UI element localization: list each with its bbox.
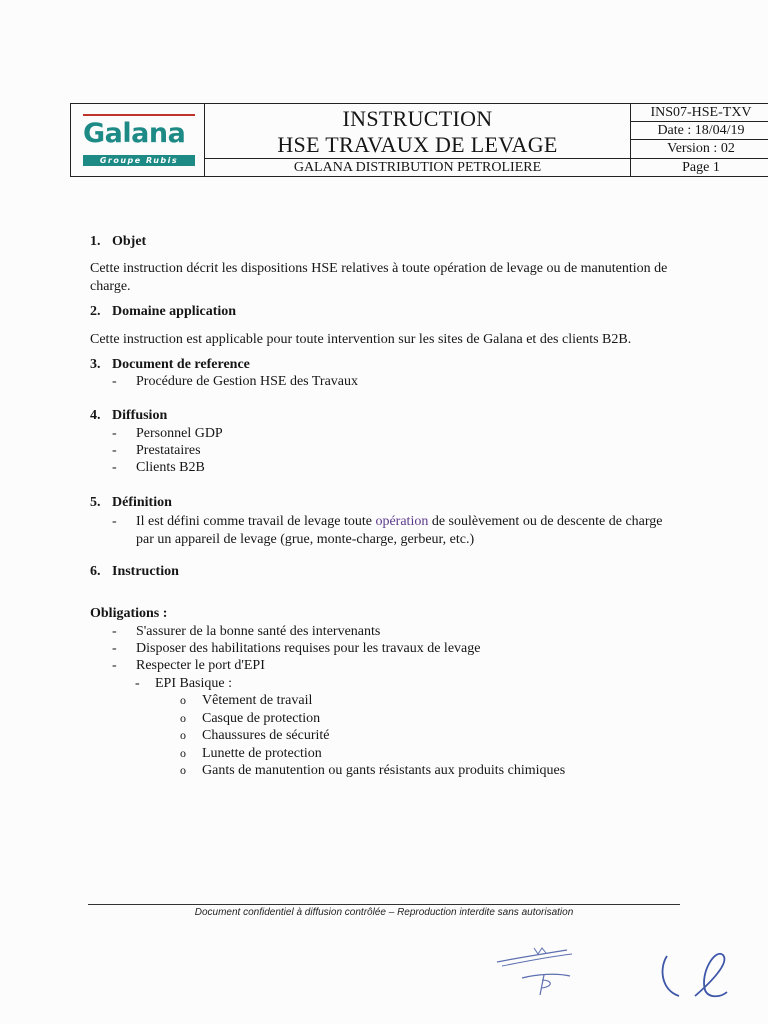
section-title: Définition (112, 495, 172, 510)
epi-subheading (135, 675, 232, 693)
document-header (70, 103, 752, 177)
list-item (112, 459, 672, 477)
section-number: 3. (90, 357, 101, 372)
doc-date: Date : 18/04/19 (657, 123, 745, 138)
logo-tagline: Groupe Rubis (83, 155, 195, 166)
section-heading-domaine (90, 303, 236, 321)
epi-item (180, 762, 565, 780)
section-number: 6. (90, 564, 101, 579)
dash-bullet: - (112, 624, 117, 639)
epi-item-text: Casque de protection (202, 711, 321, 726)
epi-item-text: Vêtement de travail (202, 693, 313, 708)
circle-bullet: o (180, 711, 186, 725)
list-item-text: S'assurer de la bonne santé des intervenants (136, 624, 381, 639)
list-item-text: Procédure de Gestion HSE des Travaux (136, 374, 359, 389)
circle-bullet: o (180, 693, 186, 707)
section-title: Objet (112, 234, 147, 249)
list-item (112, 657, 672, 675)
section-number: 4. (90, 408, 101, 423)
dash-bullet: - (112, 426, 117, 441)
list-item (112, 425, 672, 443)
section-title: Document de reference (112, 357, 250, 372)
epi-label: EPI Basique : (155, 676, 232, 691)
section-heading-definition (90, 494, 172, 512)
list-item (112, 623, 672, 641)
epi-item (180, 745, 322, 763)
doc-title-line1: INSTRUCTION (342, 106, 493, 131)
dash-bullet: - (112, 460, 117, 475)
subtitle-cell (204, 158, 631, 177)
epi-item (180, 692, 312, 710)
doc-title-line2: HSE TRAVAUX DE LEVAGE (277, 132, 558, 157)
circle-bullet: o (180, 728, 186, 742)
dash-bullet: - (112, 658, 117, 673)
signature-initials-2 (655, 948, 740, 1008)
page-number: Page 1 (682, 160, 720, 175)
circle-bullet: o (180, 746, 186, 760)
dash-bullet: - (135, 676, 140, 691)
ref-cell (630, 103, 768, 122)
page-cell (630, 158, 768, 177)
section-heading-diffusion (90, 407, 167, 425)
epi-item-text: Gants de manutention ou gants résistants aux produits chimiques (202, 763, 566, 778)
section-heading-objet (90, 233, 146, 251)
doc-reference: INS07-HSE-TXV (650, 105, 752, 120)
list-item-text: Prestataires (136, 443, 201, 458)
footer-confidentiality-note: Document confidentiel à diffusion contrôlée – Reproduction interdite sans autorisation (194, 907, 574, 918)
epi-item-text: Chaussures de sécurité (202, 728, 330, 743)
definition-text-start: Il est défini comme travail de levage toute (136, 514, 376, 529)
doc-subtitle: GALANA DISTRIBUTION PETROLIERE (293, 160, 542, 175)
list-item (112, 640, 672, 658)
list-item-text: Clients B2B (136, 460, 205, 475)
list-item (112, 373, 672, 391)
dash-bullet: - (112, 514, 117, 529)
section-number: 2. (90, 304, 101, 319)
dash-bullet: - (112, 374, 117, 389)
doc-version: Version : 02 (667, 141, 735, 156)
circle-bullet: o (180, 763, 186, 777)
definition-highlight: opération (375, 514, 429, 529)
list-item (112, 513, 672, 548)
section-title: Instruction (112, 564, 179, 579)
definition-text-end: de soulèvement ou de descente de charge par un appareil de levage (grue, monte-charge, gerbeur, etc.) (136, 514, 663, 547)
section-heading-reference (90, 356, 250, 374)
section-number: 5. (90, 495, 101, 510)
epi-item-text: Lunette de protection (202, 746, 322, 761)
galana-logo: Galana (83, 118, 186, 149)
footer-divider (88, 904, 680, 905)
version-cell (630, 139, 768, 159)
dash-bullet: - (112, 641, 117, 656)
section-text-objet: Cette instruction décrit les dispositions HSE relatives à toute opération de levage ou de manutention de charge. (90, 261, 668, 294)
signature-initials-1 (492, 940, 582, 1000)
list-item (112, 442, 672, 460)
section-text-domaine: Cette instruction est applicable pour toute intervention sur les sites de Galana et des clients B2B. (90, 332, 632, 347)
dash-bullet: - (112, 443, 117, 458)
section-title: Domaine application (112, 304, 237, 319)
list-item-text: Personnel GDP (136, 426, 223, 441)
section-heading-instruction (90, 563, 179, 581)
title-cell (204, 103, 631, 159)
section-title: Diffusion (112, 408, 168, 423)
list-item-text: Respecter le port d'EPI (136, 658, 265, 673)
date-cell (630, 121, 768, 140)
section-number: 1. (90, 234, 101, 249)
definition-text (136, 513, 672, 548)
logo-accent-bar (83, 114, 195, 116)
epi-item (180, 727, 330, 745)
epi-item (180, 710, 320, 728)
obligations-heading: Obligations : (90, 606, 168, 621)
list-item-text: Disposer des habilitations requises pour les travaux de levage (136, 641, 481, 656)
logo-cell (70, 103, 205, 177)
